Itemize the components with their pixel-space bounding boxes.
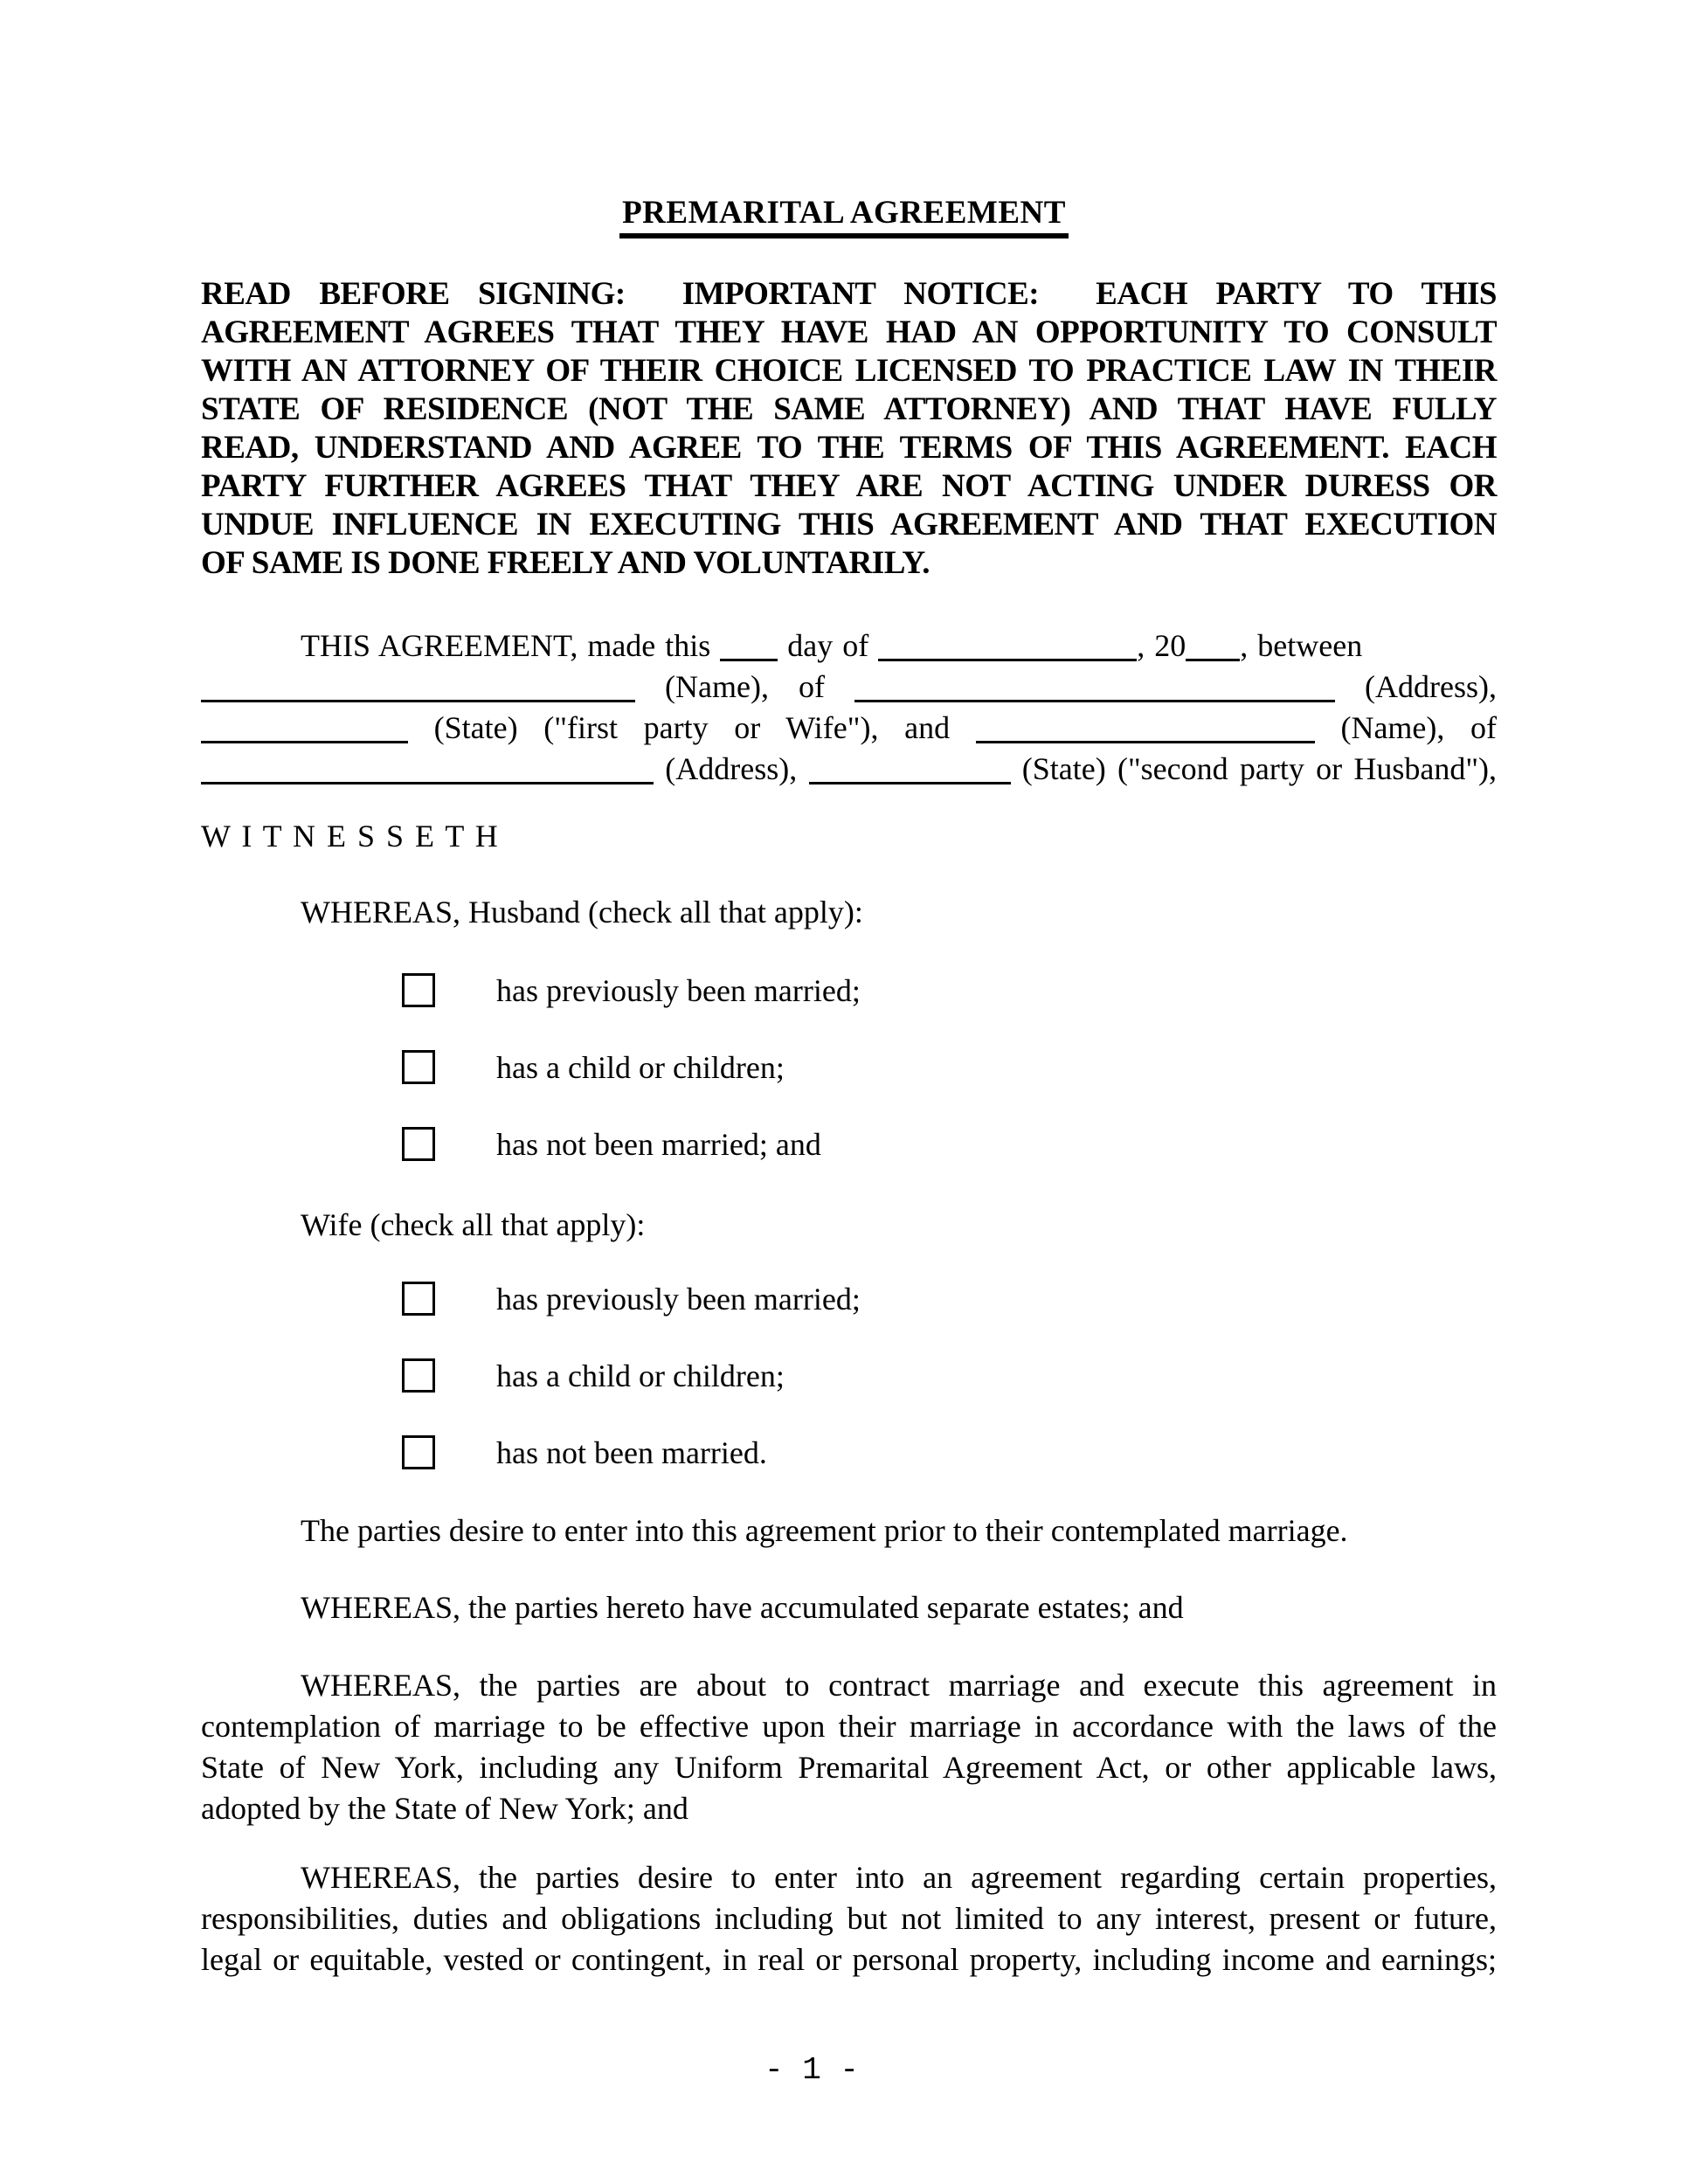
husband-previously-married-checkbox[interactable] bbox=[402, 973, 435, 1007]
intro-paragraph: The parties desire to enter into this agreement prior to their contemplated marriage. bbox=[301, 1513, 1348, 1548]
wife-not-married-checkbox[interactable] bbox=[402, 1435, 435, 1469]
checkbox-row bbox=[402, 1047, 861, 1089]
wife-section-heading: Wife (check all that apply): bbox=[301, 1207, 646, 1242]
notice-line: AGREEMENT AGREES THAT THEY HAVE HAD AN OPPORTUNITY TO CONSULT bbox=[201, 314, 1497, 350]
paragraph-line: contemplation of marriage to be effective upon their marriage in accordance with the laws of the bbox=[201, 1709, 1497, 1744]
blank-first-party-name[interactable] bbox=[201, 696, 635, 702]
agreement-line bbox=[201, 625, 1497, 667]
checkbox-label: has previously been married; bbox=[496, 973, 861, 1008]
blank-first-party-address[interactable] bbox=[854, 696, 1335, 702]
text-run: (Name), of bbox=[1340, 710, 1498, 745]
agreement-intro-clause bbox=[201, 625, 1497, 790]
notice-line: PARTY FURTHER AGREES THAT THEY ARE NOT ACTING UNDER DURESS OR bbox=[201, 468, 1497, 504]
checkbox-row bbox=[402, 971, 861, 1012]
text-run: (State) ("second party or Husband"), bbox=[1021, 751, 1498, 786]
estates-paragraph: WHEREAS, the parties hereto have accumulated separate estates; and bbox=[301, 1590, 1184, 1625]
paragraph-line: responsibilities, duties and obligations including but not limited to any interest, present or future, bbox=[201, 1901, 1497, 1936]
text-run: (Address), bbox=[1365, 669, 1498, 704]
checkbox-row bbox=[402, 1433, 861, 1474]
text-run: (Name), of bbox=[665, 669, 825, 704]
husband-child-or-children-checkbox[interactable] bbox=[402, 1050, 435, 1084]
notice-line: STATE OF RESIDENCE (NOT THE SAME ATTORNEY) AND THAT HAVE FULLY bbox=[201, 391, 1497, 427]
title-row bbox=[0, 196, 1688, 238]
paragraph-line: WHEREAS, the parties desire to enter into an agreement regarding certain properties, bbox=[301, 1860, 1497, 1895]
agreement-line bbox=[201, 667, 1497, 708]
notice-line: READ, UNDERSTAND AND AGREE TO THE TERMS OF THIS AGREEMENT. EACH bbox=[201, 430, 1497, 466]
blank-day[interactable] bbox=[720, 655, 778, 661]
notice-line: OF SAME IS DONE FREELY AND VOLUNTARILY. bbox=[201, 545, 930, 581]
wife-previously-married-checkbox[interactable] bbox=[402, 1282, 435, 1316]
paragraph-line: adopted by the State of New York; and bbox=[201, 1791, 688, 1826]
husband-checkbox-list bbox=[402, 971, 861, 1201]
page-number: - 1 - bbox=[764, 2052, 860, 2088]
witnesseth-heading: W I T N E S S E T H bbox=[201, 819, 500, 854]
husband-not-married-checkbox[interactable] bbox=[402, 1127, 435, 1161]
agreement-line bbox=[201, 749, 1497, 790]
checkbox-row bbox=[402, 1356, 861, 1397]
checkbox-label: has a child or children; bbox=[496, 1050, 785, 1085]
agreement-line bbox=[201, 708, 1497, 749]
blank-year[interactable] bbox=[1186, 655, 1240, 661]
checkbox-label: has previously been married; bbox=[496, 1282, 861, 1317]
blank-second-party-state[interactable] bbox=[809, 778, 1011, 784]
notice-line: UNDUE INFLUENCE IN EXECUTING THIS AGREEMENT AND THAT EXECUTION bbox=[201, 507, 1497, 543]
husband-section-heading: WHEREAS, Husband (check all that apply): bbox=[301, 895, 863, 930]
blank-first-party-state[interactable] bbox=[201, 737, 408, 743]
checkbox-row bbox=[402, 1279, 861, 1320]
blank-month[interactable] bbox=[878, 655, 1137, 661]
blank-second-party-address[interactable] bbox=[201, 778, 654, 784]
text-run: (State) ("first party or Wife"), and bbox=[433, 710, 951, 745]
notice-paragraph bbox=[201, 275, 1497, 583]
text-run: , 20 bbox=[1137, 628, 1186, 663]
text-run: , between bbox=[1240, 628, 1363, 663]
text-run: (Address), bbox=[665, 751, 798, 786]
checkbox-label: has a child or children; bbox=[496, 1358, 785, 1393]
wife-child-or-children-checkbox[interactable] bbox=[402, 1358, 435, 1393]
contract-marriage-paragraph bbox=[201, 1665, 1497, 1829]
page-title: PREMARITAL AGREEMENT bbox=[619, 196, 1069, 238]
text-run: THIS AGREEMENT, made this bbox=[301, 628, 711, 663]
paragraph-line: WHEREAS, the parties are about to contract marriage and execute this agreement in bbox=[301, 1668, 1497, 1703]
checkbox-label: has not been married. bbox=[496, 1435, 767, 1470]
checkbox-row bbox=[402, 1124, 861, 1165]
notice-line: READ BEFORE SIGNING: IMPORTANT NOTICE: EACH PARTY TO THIS bbox=[201, 276, 1497, 312]
notice-line: WITH AN ATTORNEY OF THEIR CHOICE LICENSED TO PRACTICE LAW IN THEIR bbox=[201, 353, 1497, 389]
desire-agreement-paragraph bbox=[201, 1857, 1497, 1980]
wife-checkbox-list bbox=[402, 1279, 861, 1510]
paragraph-line: legal or equitable, vested or contingent, in real or personal property, including income and earnings; bbox=[201, 1942, 1497, 1977]
text-run: day of bbox=[787, 628, 869, 663]
paragraph-line: State of New York, including any Uniform Premarital Agreement Act, or other applicable laws, bbox=[201, 1750, 1497, 1785]
blank-second-party-name[interactable] bbox=[976, 737, 1315, 743]
checkbox-label: has not been married; and bbox=[496, 1127, 821, 1162]
